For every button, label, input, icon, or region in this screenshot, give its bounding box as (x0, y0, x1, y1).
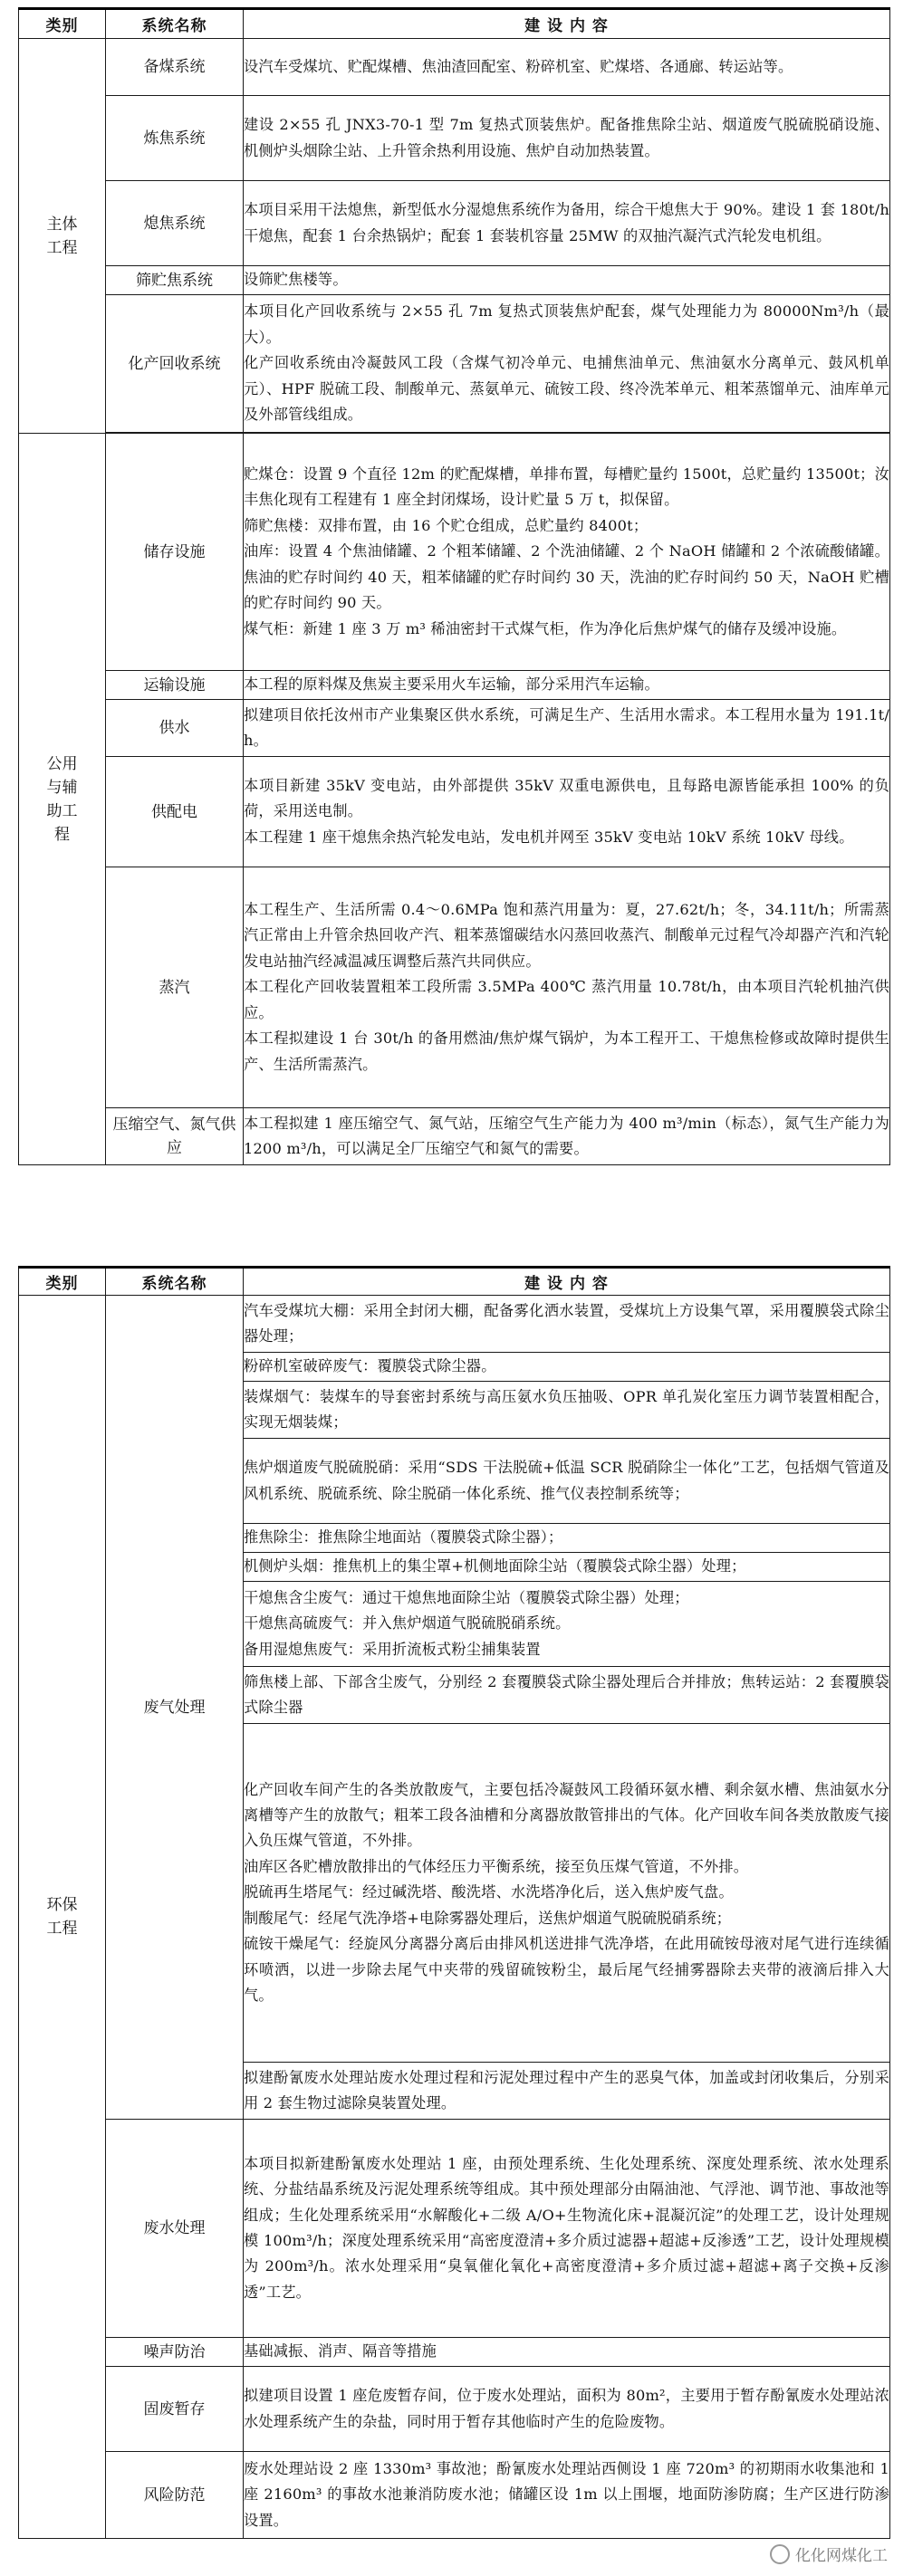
content-cell (244, 2367, 890, 2452)
construction-table-2 (18, 1266, 890, 2539)
table-row (19, 39, 890, 96)
table-1-header (19, 9, 890, 39)
system-name: 运输设施 (106, 671, 244, 700)
header-system: 系统名称 (106, 1268, 244, 1296)
content-text: 机侧炉头烟：推焦机上的集尘罩+机侧地面除尘站（覆膜袋式除尘器）处理； (244, 1557, 746, 1575)
content-text: 本项目化产回收系统与 2×55 孔 7m 复热式顶装焦炉配套，煤气处理能力为 80000Nm³/h（最大）。 (244, 302, 889, 346)
content-text: 拟建酚氰废水处理站废水处理过程和污泥处理过程中产生的恶臭气体，加盖或封闭收集后，分别采用 2 套生物过滤除臭装置处理。 (244, 2068, 889, 2112)
wechat-logo-icon (770, 2544, 790, 2564)
table-row (19, 2452, 890, 2539)
category-main-engineering (19, 39, 106, 434)
content-text: 本项目采用干法熄焦，新型低水分湿熄焦系统作为备用，综合干熄焦大于 90%。建设 1 套 180t/h 干熄焦，配套 1 台余热锅炉；配套 1 套装机容量 25MW 的双抽汽凝汽式汽轮发电机组。 (244, 201, 889, 244)
table-row (19, 1108, 890, 1165)
content-text: 汽车受煤坑大棚：采用全封闭大棚，配备雾化洒水装置，受煤坑上方设集气罩，采用覆膜袋式除尘器处理； (244, 1301, 889, 1345)
header-system: 系统名称 (106, 9, 244, 39)
content-text: 本项目拟新建酚氰废水处理站 1 座，由预处理系统、生化处理系统、深度处理系统、浓水处理系统、分盐结晶系统及污泥处理系统等组成。其中预处理部分由隔油池、气浮池、调节池、事故池等组成；生化处理系统采用“水解酸化+二级 A/O+生物流化床+混凝沉淀”的处理工艺，设计处理规模 100m³/h；深度处理系统采用“高密度澄清+多介质过滤器+超滤+反渗透”工艺，设计处理规模为 200m³/h。浓水处理采用“臭氧催化氧化+高密度澄清+多介质过滤+超滤+离子交换+反渗透”工艺。 (244, 2154, 889, 2301)
content-text: 本工程拟建设 1 台 30t/h 的备用燃油/焦炉煤气锅炉，为本工程开工、干熄焦检修或故障时提供生产、生活所需蒸汽。 (244, 1029, 889, 1073)
table-2-header (19, 1268, 890, 1296)
content-cell (244, 2063, 890, 2120)
category-public-auxiliary (19, 434, 106, 1165)
content-text: 装煤烟气：装煤车的导套密封系统与高压氨水负压抽吸、OPR 单孔炭化室压力调节装置相配合，实现无烟装煤； (244, 1387, 889, 1431)
table-row (19, 757, 890, 867)
table-row (19, 867, 890, 1108)
content-cell (244, 700, 890, 757)
content-cell (244, 181, 890, 266)
content-text: 本工程化产回收装置粗苯工段所需 3.5MPa 400℃ 蒸汽用量 10.78t/h，由本项目汽轮机抽汽供应。 (244, 978, 889, 1021)
content-text: 基础减振、消声、隔音等措施 (244, 2342, 437, 2361)
content-text: 设筛贮焦楼等。 (244, 271, 348, 289)
system-name: 供配电 (106, 757, 244, 867)
content-cell (244, 1524, 890, 1553)
system-name: 备煤系统 (106, 39, 244, 96)
content-text: 本工程生产、生活所需 0.4～0.6MPa 饱和蒸汽用量为：夏，27.62t/h；冬，34.11t/h；所需蒸汽正常由上升管余热回收产汽、粗苯蒸馏碳结水闪蒸回收蒸汽、制酸单元过程气冷却器产汽和汽轮发电站抽汽经减温减压调整后蒸汽共同供应。 (244, 901, 889, 970)
content-cell (244, 671, 890, 700)
content-cell (244, 2452, 890, 2539)
construction-table-1 (18, 7, 890, 1165)
content-cell (244, 1108, 890, 1165)
content-text: 本工程拟建 1 座压缩空气、氮气站，压缩空气生产能力为 400 m³/min（标态），氮气生产能力为 1200 m³/h，可以满足全厂压缩空气和氮气的需要。 (244, 1114, 889, 1157)
content-cell (244, 1353, 890, 1382)
content-text: 煤气柜：新建 1 座 3 万 m³ 稀油密封干式煤气柜，作为净化后焦炉煤气的储存及缓冲设施。 (244, 619, 847, 637)
content-text: 废水处理站设 2 座 1330m³ 事故池；酚氰废水处理站西侧设 1 座 720m³ 的初期雨水收集池和 1 座 2160m³ 的事故水池兼消防废水池；储罐区设 1m 以上围堰，地面防渗防腐；生产区进行防渗设置。 (244, 2459, 889, 2529)
content-text: 油库：设置 4 个焦油储罐、2 个粗苯储罐、2 个洗油储罐、2 个 NaOH 储罐和 2 个浓硫酸储罐。焦油的贮存时间约 40 天，粗苯储罐的贮存时间约 30 天，洗油的贮存时间约 50 天，NaOH 贮槽的贮存时间约 90 天。 (244, 542, 889, 612)
header-category: 类别 (19, 1268, 106, 1296)
content-text: 拟建项目依托汝州市产业集聚区供水系统，可满足生产、生活用水需求。本工程用水量为 191.1t/h。 (244, 705, 889, 749)
content-text: 筛贮焦楼：双排布置，由 16 个贮仓组成，总贮量约 8400t； (244, 516, 649, 534)
table-row (19, 2120, 890, 2338)
content-cell (244, 96, 890, 181)
category-label: 公用 与辅 助工 程 (46, 754, 78, 844)
content-cell (244, 2120, 890, 2338)
content-text: 本工程建 1 座干熄焦余热汽轮发电站，发电机并网至 35kV 变电站 10kV 系统 10kV 母线。 (244, 828, 854, 846)
content-cell (244, 1724, 890, 2063)
content-cell (244, 867, 890, 1108)
system-name: 储存设施 (106, 434, 244, 671)
content-cell (244, 266, 890, 295)
system-name: 熄焦系统 (106, 181, 244, 266)
content-cell (244, 1582, 890, 1667)
watermark-text: 化化网煤化工 (795, 2547, 888, 2565)
system-name: 炼焦系统 (106, 96, 244, 181)
content-text: 建设 2×55 孔 JNX3-70-1 型 7m 复热式顶装焦炉。配备推焦除尘站、烟道废气脱硫脱硝设施、机侧炉头烟除尘站、上升管余热利用设施、焦炉自动加热装置。 (244, 116, 889, 159)
content-cell (244, 2338, 890, 2367)
content-cell (244, 1382, 890, 1439)
content-cell (244, 434, 890, 671)
content-cell (244, 1667, 890, 1724)
system-name: 噪声防治 (106, 2338, 244, 2367)
table-row (19, 2338, 890, 2367)
table-row (19, 266, 890, 295)
system-name: 固废暂存 (106, 2367, 244, 2452)
content-text: 干熄焦含尘废气：通过干熄焦地面除尘站（覆膜袋式除尘器）处理； 干熄焦高硫废气：并入焦炉烟道气脱硫脱硝系统。 备用湿熄焦废气：采用折流板式粉尘捕集装置 (244, 1588, 689, 1658)
content-text: 焦炉烟道废气脱硫脱硝：采用“SDS 干法脱硫+低温 SCR 脱硝除尘一体化”工艺，包括烟气管道及风机系统、脱硫系统、除尘脱硝一体化系统、推气仪表控制系统等； (244, 1459, 889, 1502)
content-text: 贮煤仓：设置 9 个直径 12m 的贮配煤槽，单排布置，每槽贮量约 1500t，总贮量约 13500t；汝丰焦化现有工程建有 1 座全封闭煤场，设计贮量 5 万 t，拟保留。 (244, 465, 889, 509)
content-text: 筛焦楼上部、下部含尘废气，分别经 2 套覆膜袋式除尘器处理后合并排放；焦转运站：2 套覆膜袋式除尘器 (244, 1672, 889, 1716)
table-row (19, 2367, 890, 2452)
watermark (770, 2542, 888, 2565)
table-row (19, 671, 890, 700)
table-row (19, 181, 890, 266)
content-cell (244, 295, 890, 433)
table-row (19, 96, 890, 181)
category-label: 环保 工程 (46, 1896, 78, 1938)
header-content: 建 设 内 容 (244, 1268, 890, 1296)
system-name: 废气处理 (106, 1296, 244, 2120)
content-text: 设汽车受煤坑、贮配煤槽、焦油渣回配室、粉碎机室、贮煤塔、各通廊、转运站等。 (244, 57, 793, 75)
content-cell (244, 1439, 890, 1524)
table-row (19, 434, 890, 671)
system-name: 蒸汽 (106, 867, 244, 1108)
header-category: 类别 (19, 9, 106, 39)
system-name: 化产回收系统 (106, 295, 244, 433)
content-text: 本工程的原料煤及焦炭主要采用火车运输，部分采用汽车运输。 (244, 675, 659, 694)
content-text: 推焦除尘：推焦除尘地面站（覆膜袋式除尘器）； (244, 1528, 563, 1547)
system-name: 压缩空气、氮气供应 (106, 1108, 244, 1165)
content-cell (244, 1553, 890, 1582)
category-label: 主体 工程 (46, 215, 78, 257)
category-environmental (19, 1296, 106, 2539)
content-cell (244, 757, 890, 867)
system-name: 废水处理 (106, 2120, 244, 2338)
content-cell (244, 1296, 890, 1353)
system-name: 风险防范 (106, 2452, 244, 2539)
table-row (19, 700, 890, 757)
content-text: 化产回收系统由冷凝鼓风工段（含煤气初冷单元、电捕焦油单元、焦油氨水分离单元、鼓风机单元）、HPF 脱硫工段、制酸单元、蒸氨单元、硫铵工段、终冷洗苯单元、粗苯蒸馏单元、油库单元及外部管线组成。 (244, 354, 889, 424)
table-row (19, 1296, 890, 1353)
header-content: 建 设 内 容 (244, 9, 890, 39)
content-text: 粉碎机室破碎废气：覆膜袋式除尘器。 (244, 1357, 496, 1375)
system-name: 筛贮焦系统 (106, 266, 244, 295)
content-text: 化产回收车间产生的各类放散废气，主要包括冷凝鼓风工段循环氨水槽、剩余氨水槽、焦油氨水分离槽等产生的放散气；粗苯工段各油槽和分离器放散管排出的气体。化产回收车间各类放散废气接入负压煤气管道，不外排。 油库区各贮槽放散排出的气体经压力平衡系统，接至负压煤气管道，不外排。 脱硫再生塔尾气：经过碱洗塔、酸洗塔、水洗塔净化后，送入焦炉废气盘。 制酸尾气：经尾气洗净塔+电除雾器处理后，送焦炉烟道气脱硫脱硝系统； 硫铵干燥尾气：经旋风分离器分离后由排风机送进排气洗净塔，在此用硫铵母液对尾气进行连续循环喷洒，以进一步除去尾气中夹带的残留硫铵粉尘，最后尾气经捕雾器除去夹带的液滴后排入大气。 (244, 1780, 889, 2004)
content-text: 拟建项目设置 1 座危废暂存间，位于废水处理站，面积为 80m²，主要用于暂存酚氰废水处理站浓水处理系统产生的杂盐，同时用于暂存其他临时产生的危险废物。 (244, 2387, 889, 2430)
system-name: 供水 (106, 700, 244, 757)
table-row (19, 295, 890, 433)
content-cell (244, 39, 890, 96)
content-text: 本项目新建 35kV 变电站，由外部提供 35kV 双重电源供电，且每路电源皆能承担 100% 的负荷，采用送电制。 (244, 776, 889, 820)
